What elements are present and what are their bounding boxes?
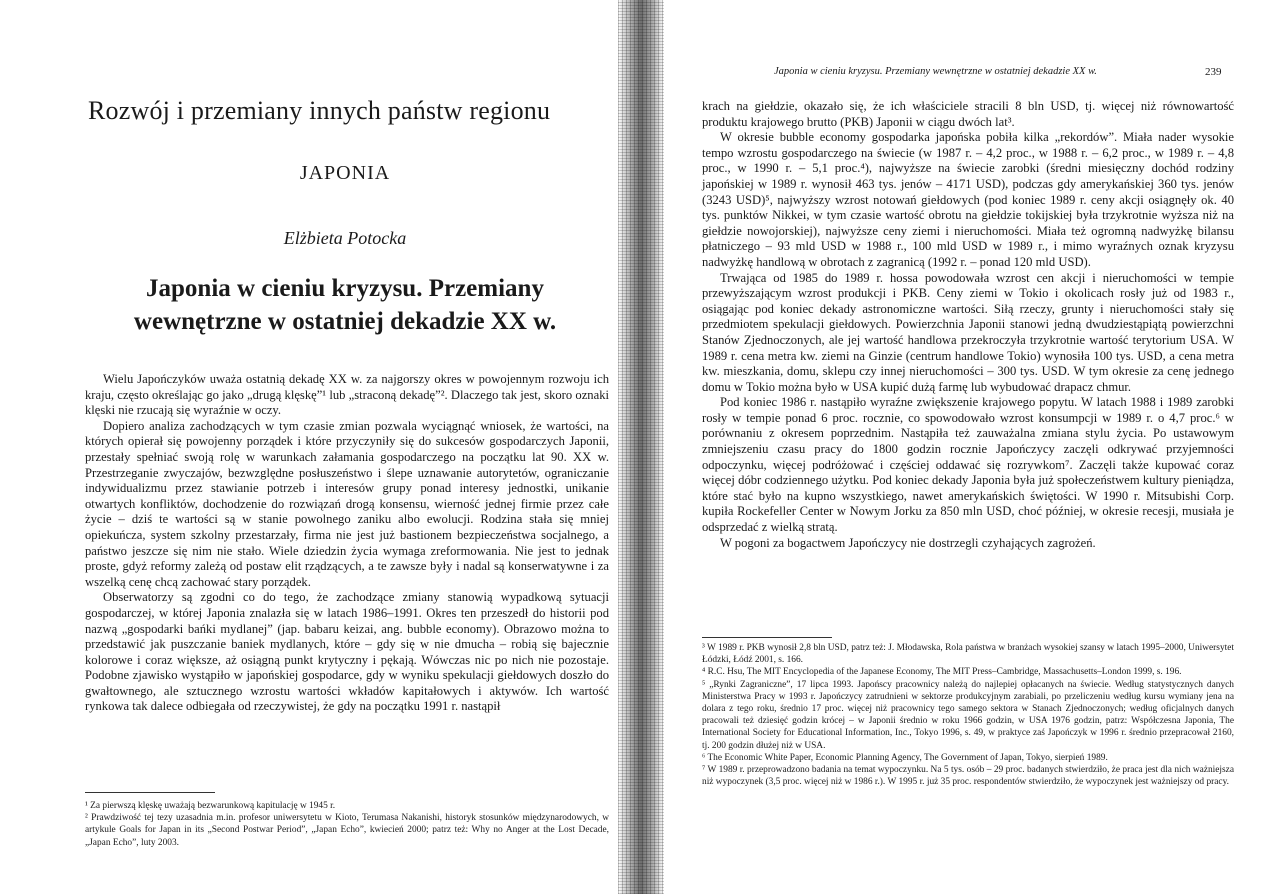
right-footnotes bbox=[702, 642, 1234, 788]
right-body-text bbox=[702, 99, 1234, 551]
page-number: 239 bbox=[1205, 66, 1222, 78]
author-name: Elżbieta Potocka bbox=[283, 228, 407, 248]
footnote: ⁷ W 1989 r. przeprowadzono badania na temat wypoczynku. Na 5 tys. osób – 29 proc. badanych stwierdziło, że praca jest dla nich ważniejsza niż wypoczynek (3,5 proc. więcej niż w 1986 r.). W 1995 r. już 35 proc. respondentów stwierdziło, że wypoczynek jest ważniejszy od pracy. bbox=[702, 765, 1234, 788]
footnote-divider bbox=[85, 792, 215, 793]
footnote: ¹ Za pierwszą klęskę uważają bezwarunkową kapitulację w 1945 r. bbox=[85, 801, 336, 811]
paragraph: krach na giełdzie, okazało się, że ich właściciele stracili 8 bln USD, tj. więcej niż równowartość produktu krajowego brutto (PKB) Japonii w ciągu dwóch lat³. bbox=[702, 99, 1234, 129]
footnote-divider bbox=[702, 637, 832, 638]
paragraph: W pogoni za bogactwem Japończycy nie dostrzegli czyhających zagrożeń. bbox=[720, 535, 1096, 550]
paragraph: Wielu Japończyków uważa ostatnią dekadę XX w. za najgorszy okres w powojennym rozwoju ich kraju, często określając go jako „drugą klęskę”¹ lub „straconą dekadę”². Dlaczego tak jest, skoro oznaki klęski nie rzucają się wyraźnie w oczy. bbox=[85, 372, 609, 418]
footnote: ³ W 1989 r. PKB wynosił 2,8 bln USD, patrz też: J. Młodawska, Rola państwa w branżach wysokiej szansy w latach 1995–2000, Uniwersytet Łódzki, Łódź 2001, s. 166. bbox=[702, 643, 1234, 666]
running-head: Japonia w cieniu kryzysu. Przemiany wewnętrzne w ostatniej dekadzie XX w. bbox=[774, 66, 1097, 77]
left-body-text bbox=[85, 372, 609, 715]
right-page bbox=[662, 0, 1262, 894]
footnote: ² Prawdziwość tej tezy uzasadnia m.in. profesor uniwersytetu w Kioto, Terumasa Nakanishi, historyk stosunków międzynarodowych, w artykule Goals for Japan in its „Second Postwar Period”, „Japan Echo”, kwiecień 2000; patrz też: Why no Anger at the Lost Decade, „Japan Echo”, luty 2003. bbox=[85, 813, 609, 848]
footnote: ⁶ The Economic White Paper, Economic Planning Agency, The Government of Japan, Tokyo, sierpień 1989. bbox=[702, 752, 1108, 763]
left-footnotes bbox=[85, 800, 609, 849]
footnote: ⁵ „Rynki Zagraniczne”, 17 lipca 1993. Japońscy pracownicy należą do najlepiej opłacanych na świecie. Według statystycznych danych Ministerstwa Pracy w 1993 r. Japończycy zatrudnieni w sektorze produkcyjnym zarabiali, po przeliczeniu według kursu wymiany jena na dolara z tego roku, średnio 17 proc. więcej niż pracownicy tego samego sektora w Stanach Zjednoczonych; według oficjalnych danych pracowali też dziesięć godzin krócej – w Japonii średnio w roku 1966 godzin, w USA 1976 godzin, patrz: Współczesna Japonia, The International Society for Educational Information, Inc., Tokyo 1996, s. 49, w praktyce zaś Japończyk w 1996 r. średnio przepracował 2160, tj. 200 godzin dłużej niż w USA. bbox=[702, 679, 1234, 751]
section-title: JAPONIA bbox=[299, 162, 391, 184]
paragraph: Obserwatorzy są zgodni co do tego, że zachodzące zmiany stanowią wypadkową sytuacji gospodarczej, w której Japonia znalazła się w latach 1986–1991. Okres ten przeszedł do historii pod nazwą „gospodarki bańki mydlanej” (jap. babaru keizai, ang. bubble economy). Obrazowo można to przedstawić jak puszczanie baniek mydlanych, które – gdy się w nie dmucha – robią się bajecznie kolorowe i coraz większe, aż osiągną punkt krytyczny i pękają. Wówczas nic po nich nie pozostaje. Podobne zjawisko wystąpiło w japońskiej gospodarce, gdy w wyniku spekulacji giełdowych doszło do gwałtownego, ale sztucznego wzrostu wartości wkładów kapitałowych i aktywów. Ich wartość rynkowa tak dalece odbiegała od rzeczywistej, że gdy na początku 1991 r. nastąpił bbox=[85, 590, 609, 714]
book-gutter bbox=[618, 0, 664, 894]
part-title: Rozwój i przemiany innych państw regionu bbox=[88, 96, 551, 125]
paragraph: W okresie bubble economy gospodarka japońska pobiła kilka „rekordów”. Miała nader wysokie tempo wzrostu gospodarczego na świecie (w 1987 r. – 4,2 proc., w 1988 r. – 6,2 proc., w 1989 r. – 4,8 proc., w 1990 r. – 5,1 proc.⁴), najwyższe na świecie zarobki (średni miesięczny dochód rodziny japońskiej w 1989 r. wynosił 463 tys. jenów – 4171 USD), podczas gdy amerykańskiej 360 tys. jenów (3243 USD)⁵, najwyższy wzrost notowań giełdowych (pod koniec 1989 r. ceny akcji osiągnęły ok. 40 tys. punktów Nikkei, w tym czasie wartość obrotu na giełdzie tokijskiej była trzykrotnie wyższa niż na giełdzie nowojorskiej), najwyższe ceny ziemi i nieruchomości. Miała też ogromną nadwyżkę bilansu płatniczego – 93 mld USD w 1988 r., 100 mld USD w 1989 r., i mimo wyraźnych oznak kryzysu nadwyżkę handlową w obrotach z zagranicą (1992 r. – ponad 120 mld USD). bbox=[702, 130, 1234, 269]
footnote: ⁴ R.C. Hsu, The MIT Encyclopedia of the Japanese Economy, The MIT Press–Cambridge, Massachusetts–London 1999, s. 196. bbox=[702, 667, 1182, 678]
paragraph: Dopiero analiza zachodzących w tym czasie zmian pozwala wyciągnąć wniosek, że wartości, na których opierał się powojenny porządek i które przyczyniły się do sukcesów gospodarczych Japonii, przestały spełniać swoją rolę w warunkach załamania gospodarczego na początku lat 90. XX w. Przestrzeganie zwyczajów, bezwzględne posłuszeństwo i ślepe uznawanie autorytetów, ograniczanie indywidualizmu przez stawianie potrzeb i interesów grupy ponad interesy jednostki, unikanie otwartych konfliktów, dochodzenie do rozwiązań drogą konsensu, wierność jednej firmie przez całe życie – dziś te wartości są w stanie powolnego zaniku albo ewolucji. Rodzina stała się mniej opiekuńcza, system szkolny przestarzały, firma nie jest już bastionem bezpieczeństwa socjalnego, a państwo jeszcze się nim nie stało. Wiele dziedzin życia wymaga zreformowania. Nie jest to jednak proste, gdyż reformy zależą od postaw elit rządzących, a te zawsze były i nadal są konserwatywne i za wszelką cenę chcą zachować stary porządek. bbox=[85, 418, 609, 589]
left-page bbox=[0, 0, 620, 894]
paragraph: Pod koniec 1986 r. nastąpiło wyraźne zwiększenie krajowego popytu. W latach 1988 i 1989 zarobki rosły w tempie ponad 6 proc. rocznie, co spowodowało wzrost konsumpcji w 1989 r. o 4,7 proc.⁶ w porównaniu z okresem poprzednim. Nastąpiła też zauważalna zmiana stylu życia. Po ustawowym zmniejszeniu czasu pracy do 1800 godzin rocznie Japończycy zaczęli odkrywać przyjemności odpoczynku, więcej podróżować i częściej oddawać się rozrywkom⁷. Zaczęli także kupować coraz więcej dóbr codziennego użytku. Pod koniec dekady Japonia była już społeczeństwem kultury pieniądza, które stać było na kupno wszystkiego, nawet amerykańskich świętości. W 1990 r. Mitsubishi Corp. kupiła Rockefeller Center w Nowym Jorku za 850 mln USD, choć później, w okresie recesji, musiała je odsprzedać z wielką stratą. bbox=[702, 395, 1234, 535]
paragraph: Trwająca od 1985 do 1989 r. hossa powodowała wzrost cen akcji i nieruchomości w tempie przewyższającym wzrost produkcji i PKB. Ceny ziemi w Tokio i okolicach rosły już od 1983 r., osiągając pod koniec dekady astronomiczne wartości. Siłą rzeczy, grunty i nieruchomości stały się przedmiotem spekulacji giełdowych. Powierzchnia Japonii stanowi jedną dwudziestąpiątą powierzchni Stanów Zjednoczonych, ale jej wartość handlowa przekroczyła trzykrotnie wartość terytorium USA. W 1989 r. cena metra kw. ziemi na Ginzie (centrum handlowe Tokio) wynosiła 100 tys. USD, a cena metra kw. mieszkania, domu, sklepu czy innej nieruchomości – 300 tys. USD. W tym okresie za cenę jednego domu w Tokio można było w USA kupić dużą farmę lub wybudować drapacz chmur. bbox=[702, 270, 1234, 394]
article-title: Japonia w cieniu kryzysu. Przemiany wewnętrzne w ostatniej dekadzie XX w. bbox=[133, 275, 557, 335]
